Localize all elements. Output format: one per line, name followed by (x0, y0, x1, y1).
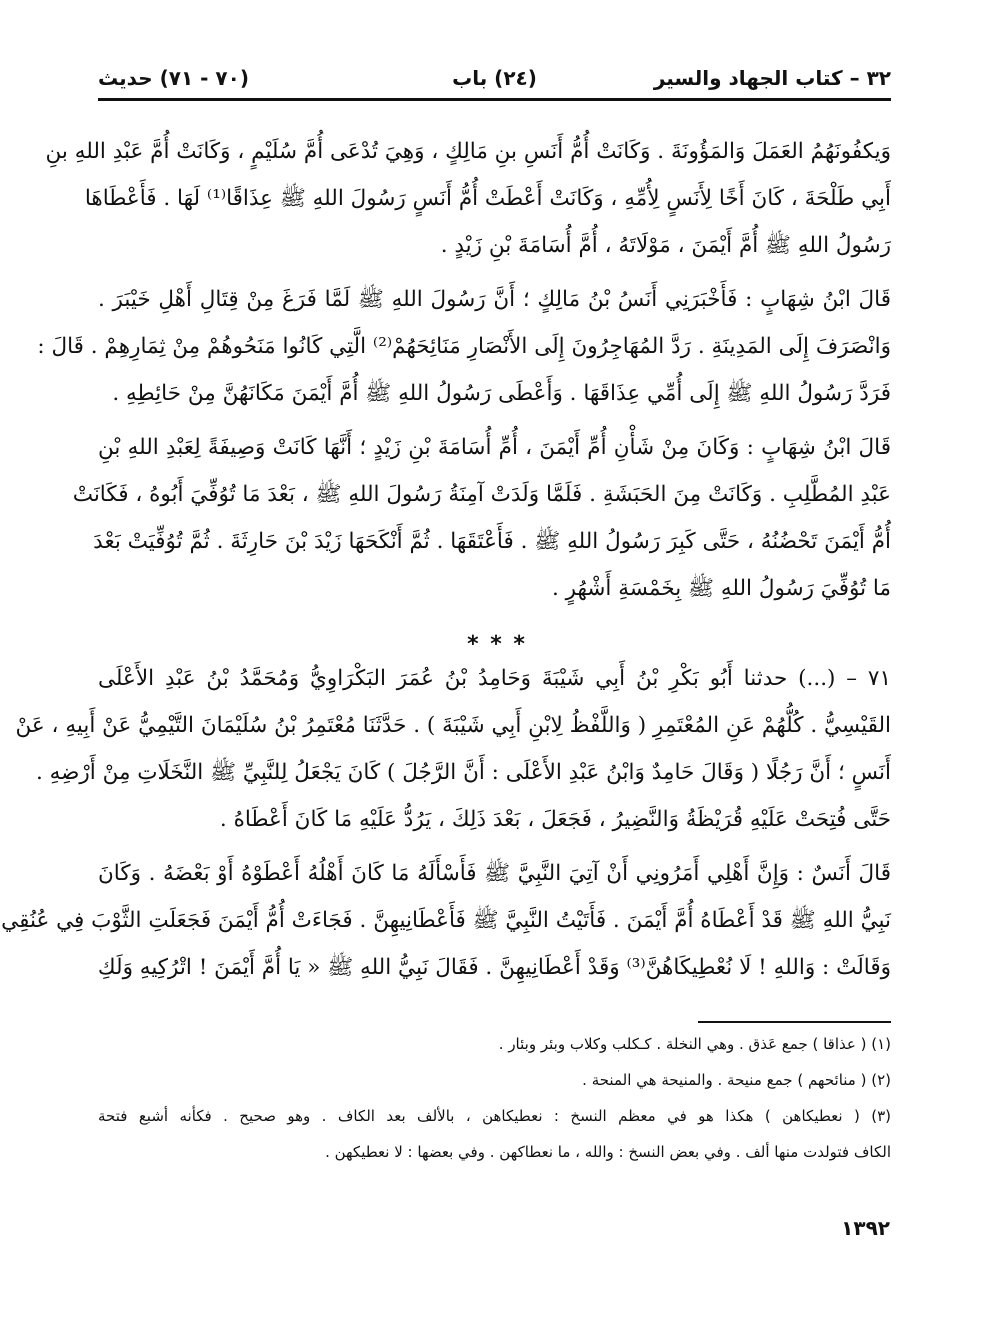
text-line: رَسُولُ اللهِ ﷺ أُمَّ أَيْمَنَ ، مَوْلَاتَهُ ، أُمَّ أُسَامَةَ بْنِ زَيْدٍ . (440, 233, 891, 258)
paragraph-4 (1, 850, 891, 991)
text-line: حَتَّى فُتِحَتْ عَلَيْهِ قُرَيْظَةُ وَالنَّضِيرُ ، فَجَعَلَ ، بَعْدَ ذَلِكَ ، يَرُدُّ عَلَيْهِ مَا كَانَ أَعْطَاهُ . (219, 807, 891, 832)
header-rule (98, 98, 891, 101)
running-header (98, 66, 891, 96)
text-line: أَنَسٍ ؛ أَنَّ رَجُلًا ( وَقَالَ حَامِدٌ وَابْنُ عَبْدِ الأَعْلَى : أَنَّ الرَّجُلَ ) كَانَ يَجْعَلُ لِلنَّبِيِّ ﷺ النَّخَلَاتِ مِنْ أَرْضِهِ . (35, 760, 891, 785)
chapter-label: (٢٤) باب (452, 66, 537, 90)
page-number: ١٣٩٢ (841, 1216, 890, 1240)
text-line: القَيْسِيُّ . كُلُّهُمْ عَنِ المُعْتَمِرِ ( وَاللَّفْظُ لِابْنِ أَبِي شَيْبَةَ ) . حَدَّثَنَا مُعْتَمِرُ بْنُ سُلَيْمَانَ التَّيْمِيُّ عَنْ أَبِيهِ ، عَنْ (15, 713, 891, 738)
text-line: قَالَ ابْنُ شِهَابٍ : فَأَخْبَرَنِي أَنَسُ بْنُ مَالِكٍ ؛ أَنَّ رَسُولَ اللهِ ﷺ لَمَّا فَرَغَ مِنْ قِتَالِ أَهْلِ خَيْبَرَ . (98, 287, 891, 312)
book-title: ٣٢ – كتاب الجهاد والسير (653, 66, 891, 90)
hadith-range: (٧٠ - ٧١) حديث (98, 66, 249, 90)
text-line: وَيكفُونَهُمُ العَمَلَ وَالمَؤُونَةَ . وَكَانَتْ أُمُّ أَنَسِ بنِ مَالِكٍ ، وَهِيَ تُدْعَى أُمَّ سُلَيْمٍ ، وَكَانَتْ أُمَّ عَبْدِ اللهِ بنِ (45, 139, 891, 164)
paragraph-3 (72, 424, 891, 612)
paragraph-2 (37, 276, 891, 417)
text-line: أَبِي طَلْحَةَ ، كَانَ أَخًا لِأَنَسٍ لِأُمِّهِ ، وَكَانَتْ أَعْطَتْ أُمُّ أَنَسٍ رَسُولَ اللهِ ﷺ عِذَاقًا⁽¹⁾ لَهَا . فَأَعْطَاهَا (84, 186, 891, 211)
footnote-3-continued: الكاف فتولدت منها ألف . وفي بعض النسخ : والله ، ما نعطاكهن . وفي بعضها : لا نعطيكهن . (325, 1143, 891, 1161)
text-line: أُمُّ أَيْمَنَ تَحْضُنُهُ ، حَتَّى كَبِرَ رَسُولُ اللهِ ﷺ . فَأَعْتَقَهَا . ثُمَّ أَنْكَحَهَا زَيْدَ بْنَ حَارِثَةَ . ثُمَّ تُوُفِّيَتْ بَعْدَ (93, 529, 891, 554)
text-line: مَا تُوُفِّيَ رَسُولُ اللهِ ﷺ بِخَمْسَةِ أَشْهُرٍ . (551, 576, 891, 601)
text-line: وَانْصَرَفَ إِلَى المَدِينَةِ . رَدَّ المُهَاجِرُونَ إِلَى الأَنْصَارِ مَنَائِحَهُمْ⁽²⁾ الَّتِي كَانُوا مَنَحُوهُمْ مِنْ ثِمَارِهِمْ . قَالَ : (37, 334, 891, 359)
paragraph-1 (45, 128, 891, 269)
text-line: عَبْدِ المُطَّلِبِ . وَكَانَتْ مِنَ الحَبَشَةِ . فَلَمَّا وَلَدَتْ آمِنَةُ رَسُولَ اللهِ ﷺ ، بَعْدَ مَا تُوُفِّيَ أَبُوهُ ، فَكَانَتْ (72, 482, 891, 507)
footnote-3: (٣) ( نعطيكاهن ) هكذا هو في معظم النسخ : نعطيكاهن ، بالألف بعد الكاف . وهو صحيح . فكأنه أشبع فتحة (98, 1107, 891, 1125)
text-line: فَرَدَّ رَسُولُ اللهِ ﷺ إِلَى أُمِّي عِذَاقَهَا . وَأَعْطَى رَسُولُ اللهِ ﷺ أُمَّ أَيْمَنَ مَكَانَهُنَّ مِنْ حَائِطِهِ . (112, 381, 891, 406)
footnote-rule (698, 1021, 891, 1023)
footnote-2: (٢) ( منائحهم ) جمع منيحة . والمنيحة هي المنحة . (582, 1071, 891, 1089)
text-line: قَالَ ابْنُ شِهَابٍ : وَكَانَ مِنْ شَأْنِ أُمِّ أَيْمَنَ ، أُمِّ أُسَامَةَ بْنِ زَيْدٍ ؛ أَنَّهَا كَانَتْ وَصِيفَةً لِعَبْدِ اللهِ بْنِ (98, 435, 891, 460)
text-line: وَقَالَتْ : وَاللهِ ! لَا نُعْطِيكَاهُنَّ⁽³⁾ وَقَدْ أَعْطَانِيهِنَّ . فَقَالَ نَبِيُّ اللهِ ﷺ « يَا أُمَّ أَيْمَنَ ! اتْرُكِيهِ وَلَكِ (97, 955, 891, 980)
section-separator: * * * (467, 632, 527, 657)
hadith-71 (15, 655, 891, 843)
text-line: قَالَ أَنَسٌ : وَإِنَّ أَهْلِي أَمَرُونِي أَنْ آتِيَ النَّبِيَّ ﷺ فَأَسْأَلَهُ مَا كَانَ أَهْلُهُ أَعْطَوْهُ أَوْ بَعْضَهُ . وَكَانَ (98, 861, 891, 886)
footnote-1: (١) ( عذاقا ) جمع عَذق . وهي النخلة . كـكلب وكلاب وبئر وبئار . (498, 1035, 891, 1053)
text-line: ٧١ – (...) حدثنا أَبُو بَكْرِ بْنُ أَبِي شَيْبَةَ وَحَامِدُ بْنُ عُمَرَ البَكْرَاوِيُّ وَمُحَمَّدُ بْنُ عَبْدِ الأَعْلَى (98, 666, 891, 691)
footnotes (98, 1030, 891, 1166)
text-line: نَبِيُّ اللهِ ﷺ قَدْ أَعْطَاهُ أُمَّ أَيْمَنَ . فَأَتَيْتُ النَّبِيَّ ﷺ فَأَعْطَانِيهِنَّ . فَجَاءَتْ أُمُّ أَيْمَنَ فَجَعَلَتِ الثَّوْبَ فِي عُنُقِي (1, 908, 891, 933)
